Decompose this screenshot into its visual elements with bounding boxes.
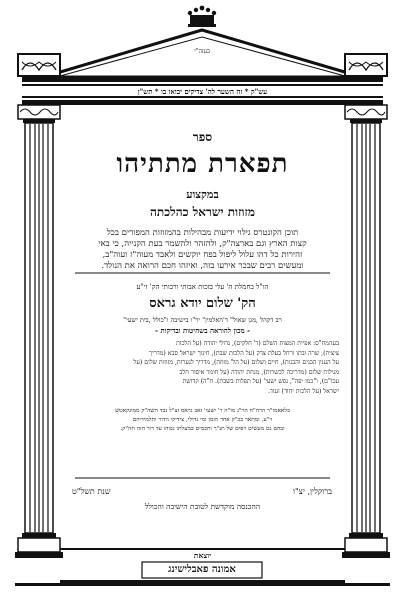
right-column [342,105,390,558]
description-line: זהירות כל דהו עלול ליפול בפח יוקשים ולאבד מעוה"ז ועוה"ב, [102,250,303,260]
approbation-line: זי"ע, ומתאר בכ"ק אחד הזמן ומי גדולי, צידיקי הדור ותלמידיהם [132,417,273,423]
approbation [66,407,339,434]
crown-icon [188,6,216,27]
publisher-name: אמונה פאבלישינג [168,564,236,575]
author-position: רב דקהל ,מגן שאול" ד'האלמין" יר"ו בישיבה ו"כולל ,בית ישעי" [123,316,282,324]
left-column [15,105,63,558]
imprint-place: ברוקלין, יצ"ו [292,487,332,496]
approbation-line: ובהם גם מעשים ויפים של תנ"ך וחכמים במעלתו גבוהו עד דור הזה חה"ק. [120,426,285,432]
book-title: תפארת מתתיהו [116,149,289,179]
works-list [66,339,339,396]
works-line: בעהמח"ס: אפיית המצות השלם (ד' חלקים), גדולי יהודה (על הלכות [176,340,339,347]
pediment-verse: עש"ק * זה השער לה' צדיקים יבואו בו * תש"ן [137,87,268,96]
imprint-dedication: ההכנסה מוקדשת לטובת הישיבה והכולל [144,502,261,511]
description-line: קצות הארץ וגם בארצה"ק, ולהזהר ולהשמר בעת הקנייה, כי באי [98,239,307,249]
author-name: הק' שלום יודא גראס [149,296,256,311]
subtitle-2: מזוזות ישראל כהלכתה [150,205,255,219]
approbation-line: בלאאמו"ר הרה"ח הר"ג מו"ה ר' ישעי' זאב גראס זצ"ל נכד השה"ק ממונקאטש [115,408,290,414]
bsd-header: בעזה"י [194,48,210,55]
sefer-label: ספר [192,130,213,144]
imprint-issued: יוצאת [193,551,212,560]
works-line: ישראל (על הלכות יחוד) ועוד. [267,387,339,395]
subtitle-1: במקצוע [186,188,219,201]
works-line: מגילות שלום (מדריכה לכשרות), מנחת יהודה (על חומר איסור חלב [179,368,339,376]
imprint-year: שנת תשל"ט [72,487,111,496]
works-line: עכו"ם), ו"כמו יפה", נפש ישעי' (על תפלות בשבת). ח"ה) קדושת [182,378,339,385]
description-line: ומעשים רבים שבכר אירעו בזה, ואיזהו חכם הרואה את הנולד. [101,261,304,271]
author-institution: - מכון להוראה בשחיטות ובדיקות - [155,326,250,335]
works-line: על הענין הבנים והבנות), חיים ושלום (על הל' מזוזה), מדריך לנערות, מזוזות שלום (על [133,359,339,366]
works-line: ציצית), שרה ובתו ורחל בעלת צדק (על הלכות שבת), חינוך ישראל סבא (מדריך [149,349,339,357]
description-line: תוכן הקונטרס גילוי ידיעות מבהילות בהמזוזות המפורים בכל [106,228,299,238]
author-intro: הו"ל בחמלת ה' עלי בזכות אבותי ורבותי הק' זי"ע [136,283,269,291]
description [66,228,339,272]
